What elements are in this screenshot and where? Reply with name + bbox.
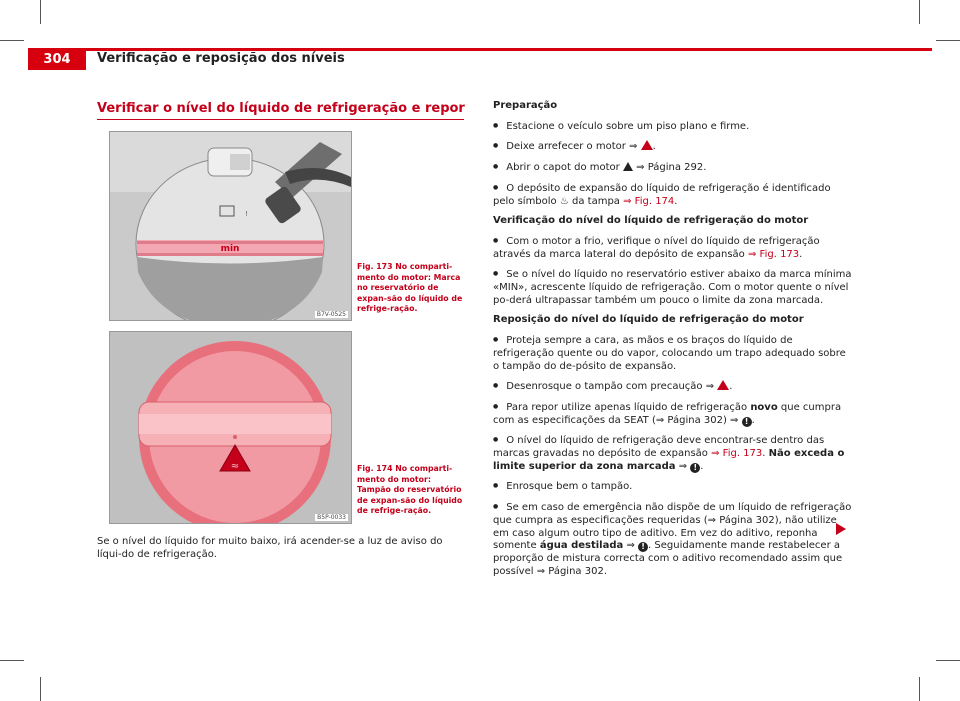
page-number: 304	[28, 49, 86, 70]
section-title: Verificar o nível do líquido de refrigeração e repor	[97, 101, 465, 116]
refill-heading: Reposição do nível do líquido de refrigeração do motor	[493, 314, 804, 326]
list-item: ● Deixe arrefecer o motor ⇒ .	[493, 140, 853, 154]
figure-173-caption: Fig. 173 No comparti-mento do motor: Marca no reservatório de expan-são do líquido de refrige-ração.	[357, 262, 463, 313]
svg-text:!: !	[245, 210, 248, 218]
crop-mark	[0, 660, 24, 661]
coolant-reservoir-illustration	[110, 132, 351, 320]
low-level-warning-text: Se o nível do líquido for muito baixo, irá acender-se a luz de aviso do líqui-do de refrigeração.	[97, 536, 443, 560]
note-icon: !	[638, 542, 648, 552]
figure-code: B7V-0525	[316, 311, 346, 318]
crop-mark	[919, 677, 920, 701]
min-mark-label: min	[220, 244, 240, 254]
crop-mark	[936, 40, 960, 41]
figure-174	[109, 331, 352, 524]
header-title: Verificação e reposição dos níveis	[97, 51, 345, 66]
list-item: ● Abrir o capot do motor ⇒ Página 292.	[493, 161, 853, 175]
figure-link[interactable]: ⇒ Fig. 173	[748, 248, 800, 260]
crop-mark	[0, 40, 24, 41]
list-item: ● O depósito de expansão do líquido de refrigeração é identificado pelo símbolo ♨ da tampa ⇒ Fig. 174.	[493, 182, 853, 208]
list-item: ● Estacione o veículo sobre um piso plano e firme.	[493, 120, 853, 134]
section-rule	[97, 119, 464, 120]
note-icon: !	[742, 417, 752, 427]
list-item: ● Desenrosque o tampão com precaução ⇒ .	[493, 380, 853, 394]
right-column	[493, 100, 853, 585]
list-item: ● Se o nível do líquido no reservatório estiver abaixo da marca mínima «MIN», acrescente líquido de refrigeração. Com o motor quente o nível po-derá ultrapassar também um pouco o limite da zona marcada.	[493, 268, 853, 307]
figure-link[interactable]: ⇒ Fig. 173	[711, 448, 763, 460]
list-item: ● O nível do líquido de refrigeração deve encontrar-se dentro das marcas gravadas no depósito de expansão ⇒ Fig. 173. Não exceda o limite superior da zona marcada ⇒ ! .	[493, 434, 853, 473]
list-item: ● Se em caso de emergência não dispõe de um líquido de refrigeração que cumpra as especificações requeridas (⇒ Página 302), não utilize em caso algum outro tipo de aditivo. Em vez do aditivo, reponha somente água destilada ⇒ ! . Seguidamente mande restabelecer a proporção de mistura correcta com o aditivo recomendado assim que possível ⇒ Página 302.	[493, 501, 853, 578]
crop-mark	[936, 660, 960, 661]
figure-174-caption: Fig. 174 No comparti-mento do motor: Tampão do reservatório de expan-são do líquido de refrige-ração.	[357, 464, 463, 515]
figure-code: B5P-0033	[317, 514, 346, 521]
coolant-cap-illustration	[110, 332, 351, 523]
coolant-symbol-icon: ♨	[559, 195, 569, 207]
warning-icon	[641, 140, 653, 150]
note-icon: !	[690, 463, 700, 473]
figure-173	[109, 131, 352, 321]
check-heading: Verificação do nível do líquido de refrigeração do motor	[493, 215, 809, 227]
list-item: ● Para repor utilize apenas líquido de refrigeração novo que cumpra com as especificações da SEAT (⇒ Página 302) ⇒ ! .	[493, 401, 853, 427]
warning-icon	[623, 162, 633, 171]
crop-mark	[40, 677, 41, 701]
list-item: ● Com o motor a frio, verifique o nível do líquido de refrigeração através da marca lateral do depósito de expansão ⇒ Fig. 173.	[493, 235, 853, 261]
continue-arrow-icon	[836, 523, 846, 535]
warning-icon	[717, 380, 729, 390]
crop-mark	[40, 0, 41, 24]
crop-mark	[919, 0, 920, 24]
preparation-heading: Preparação	[493, 100, 558, 111]
list-item: ● Enrosque bem o tampão.	[493, 480, 853, 494]
figure-link[interactable]: ⇒ Fig. 174	[623, 195, 675, 207]
list-item: ● Proteja sempre a cara, as mãos e os braços do líquido de refrigeração quente ou do vapor, colocando um trapo adequado sobre o tampão do de-pósito de expansão.	[493, 334, 853, 373]
svg-text:≈: ≈	[230, 461, 240, 472]
